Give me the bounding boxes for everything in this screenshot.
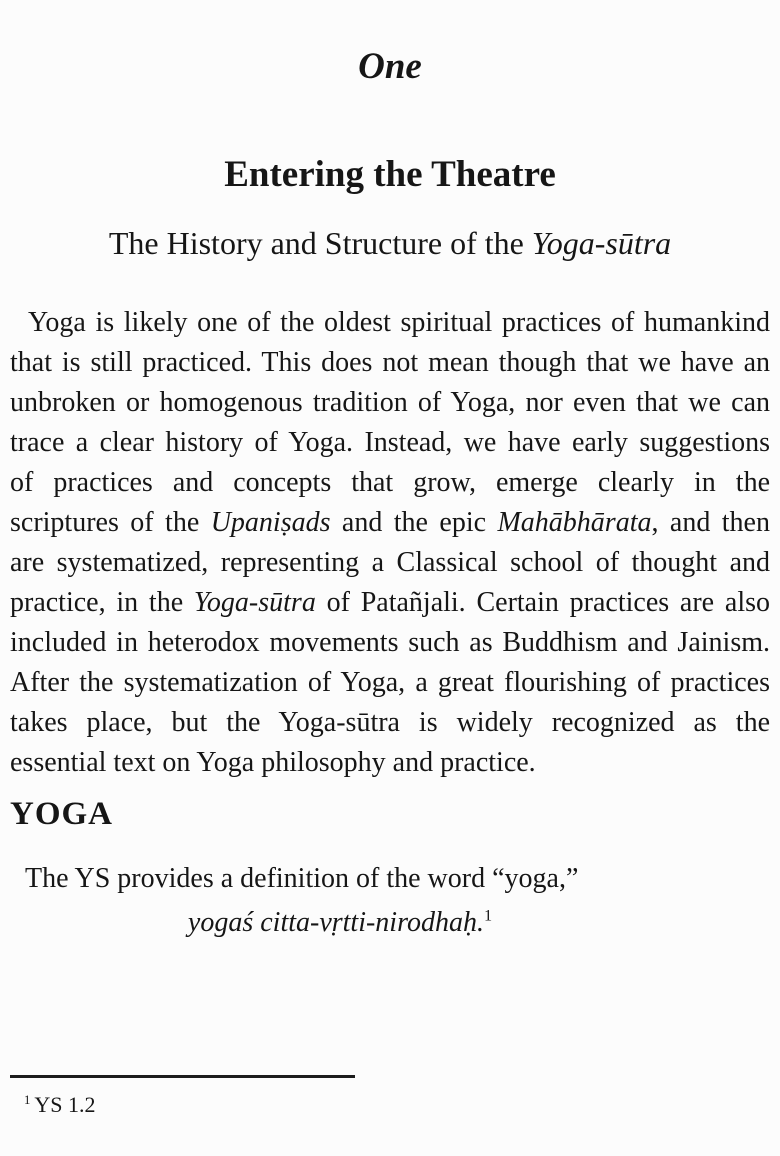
footnote-text: YS 1.2 — [34, 1092, 96, 1117]
body-text: scriptures of the — [10, 507, 211, 538]
body-line — [10, 743, 770, 783]
sutra-text: yogaś citta-vṛtti-nirodhaḥ. — [187, 906, 484, 938]
sutra-quote — [10, 908, 670, 939]
body-text: of Patañjali. Certain practices are also — [315, 587, 770, 618]
body-text: essential text on Yoga philosophy and practice. — [10, 747, 536, 778]
chapter-number: One — [358, 46, 422, 87]
chapter-title: Entering the Theatre — [224, 154, 556, 195]
body-text: , and then — [651, 507, 770, 538]
body-line — [10, 383, 770, 423]
body-text: that is still practiced. This does not mean though that we have an — [10, 347, 770, 378]
body-line — [10, 423, 770, 463]
body-text: trace a clear history of Yoga. Instead, we have early suggestions — [10, 427, 770, 458]
body-line — [10, 703, 770, 743]
italic-term: Upaniṣads — [210, 507, 331, 538]
definition-intro: The YS provides a definition of the word “yoga,” — [25, 863, 579, 894]
chapter-subtitle — [10, 227, 770, 259]
body-text: of practices and concepts that grow, emerge clearly in the — [10, 467, 770, 498]
body-text: unbroken or homogenous tradition of Yoga, nor even that we can — [10, 387, 770, 418]
body-text: After the systematization of Yoga, a great flourishing of practices — [10, 667, 770, 698]
footnote-rule — [10, 1075, 355, 1078]
italic-term: Mahābhārata — [497, 507, 652, 538]
body-line — [10, 583, 770, 623]
body-line — [10, 503, 770, 543]
body-line — [10, 303, 770, 343]
body-text: takes place, but the Yoga-sūtra is widely recognized as the — [10, 707, 770, 738]
italic-term: Yoga-sūtra — [193, 587, 316, 618]
body-text: are systematized, representing a Classical school of thought and — [10, 547, 770, 578]
footnote-ref-marker: 1 — [483, 906, 493, 925]
footnote-area — [10, 1075, 355, 1117]
body-paragraph — [10, 303, 770, 783]
book-page — [0, 48, 780, 1156]
body-line — [10, 543, 770, 583]
body-line — [10, 343, 770, 383]
footnote — [10, 1093, 355, 1117]
body-line — [10, 623, 770, 663]
body-text: and the epic — [330, 507, 498, 538]
subtitle-work-title: Yoga-sūtra — [531, 225, 672, 261]
body-text: Yoga is likely one of the oldest spiritual practices of humankind — [28, 307, 770, 338]
footnote-ref: 1 — [24, 1092, 31, 1107]
body-line — [10, 663, 770, 703]
body-text: included in heterodox movements such as Buddhism and Jainism. — [10, 627, 770, 658]
body-text: practice, in the — [10, 587, 194, 618]
body-line — [10, 463, 770, 503]
section-heading: YOGA — [10, 796, 113, 832]
subtitle-text: The History and Structure of the — [108, 225, 532, 261]
